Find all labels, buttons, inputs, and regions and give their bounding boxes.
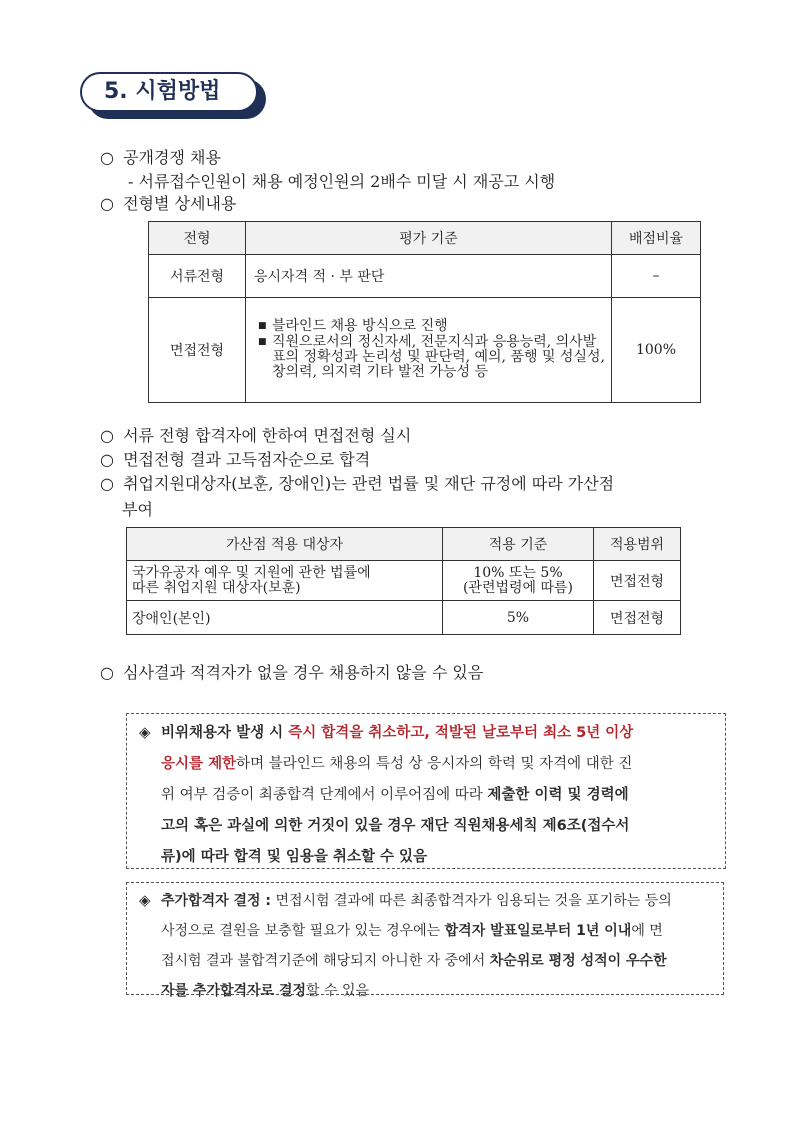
bullet-text: 면접전형 결과 고득점자순으로 합격 [123, 450, 371, 469]
list-item: ■ 블라인드 채용 방식으로 진행 [272, 319, 605, 334]
bullet-text: 취업지원대상자(보훈, 장애인)는 관련 법률 및 재단 규정에 따라 가산점 [123, 474, 615, 493]
circle-bullet-icon: ○ [100, 450, 114, 469]
header-criteria: 적용 기준 [443, 528, 594, 561]
bullet-pass-by-score [100, 449, 370, 471]
header-criteria: 평가 기준 [246, 222, 612, 255]
diamond-bullet-icon: ◈ [139, 723, 151, 741]
bullet-no-qualified [100, 662, 483, 684]
list-item: ■ 직원으로서의 정신자세, 전문지식과 응용능력, 의사발표의 정확성과 논리성 및 판단력, 예의, 품행 및 성실성, 창의력, 의지력 기타 발전 가능성 등 [272, 335, 605, 380]
notice-line: 류)에 따라 합격 및 임용을 취소할 수 있음 [161, 849, 428, 865]
notice-text: 접시험 결과 불합격기준에 해당되지 아니한 자 중에서 [161, 953, 490, 969]
section-heading [80, 72, 258, 112]
header-stage: 전형 [149, 222, 246, 255]
bullet-bonus-points-cont: 부여 [122, 500, 153, 519]
cell-target-line: 따른 취업지원 대상자(보훈) [132, 579, 301, 596]
notice-text: 면접시험 결과에 따른 최종합격자가 임용되는 것을 포기하는 등의 [271, 893, 672, 909]
notice-bold: 제출한 이력 및 경력에 [487, 787, 629, 803]
bullet-interview-eligibility [100, 425, 411, 447]
cell-criteria-line: (관련법령에 따름) [462, 579, 574, 596]
cell-criteria: 응시자격 적 · 부 판단 [246, 255, 612, 298]
notice-text: 하며 블라인드 채용의 특성 상 응시자의 학력 및 자격에 대한 진 [236, 756, 633, 772]
bullet-bonus-points [100, 473, 614, 495]
notice-text: 할 수 있음 [306, 983, 369, 999]
cell-scope: 면접전형 [594, 601, 681, 635]
table-header-row [149, 222, 701, 255]
notice-bold: 자를 추가합격자로 결정 [161, 983, 306, 999]
notice-line: 고의 혹은 과실에 의한 거짓이 있을 경우 재단 직원채용세칙 제6조(접수서 [161, 818, 630, 834]
cell-ratio: 100% [612, 298, 701, 403]
criteria-list [254, 319, 605, 380]
notice-text: 위 여부 검증이 최종합격 단계에서 이루어짐에 따라 [161, 787, 488, 803]
notice-misconduct [126, 713, 726, 869]
circle-bullet-icon: ○ [100, 474, 114, 493]
notice-highlight: 응시를 제한 [161, 756, 237, 772]
circle-bullet-icon: ○ [100, 426, 114, 445]
notice-bold: 차순위로 평정 성적이 우수한 [489, 953, 667, 969]
bullet-stage-details [100, 193, 236, 215]
bullet-text: 공개경쟁 채용 [123, 148, 221, 167]
notice-line [139, 780, 709, 811]
table-row [127, 561, 681, 601]
bullet-text: 심사결과 적격자가 없을 경우 채용하지 않을 수 있음 [123, 663, 484, 682]
header-scope: 적용범위 [594, 528, 681, 561]
sub-bullet-repost: - 서류접수인원이 채용 예정인원의 2배수 미달 시 재공고 시행 [128, 172, 556, 191]
section-title: 5. 시험방법 [80, 72, 258, 112]
notice-text: 에 면 [631, 923, 663, 939]
cell-target: 장애인(본인) [127, 601, 443, 635]
cell-criteria-line: 10% 또는 5% [473, 564, 563, 581]
circle-bullet-icon: ○ [100, 194, 114, 213]
table-row [149, 255, 701, 298]
bullet-text: 전형별 상세내용 [123, 194, 237, 213]
header-ratio: 배점비율 [612, 222, 701, 255]
cell-stage: 서류전형 [149, 255, 246, 298]
table-header-row [127, 528, 681, 561]
cell-criteria: 5% [443, 601, 594, 635]
circle-bullet-icon: ○ [100, 663, 114, 682]
diamond-bullet-icon: ◈ [139, 891, 151, 909]
notice-line [139, 885, 709, 916]
cell-target-line: 국가유공자 예우 및 지원에 관한 법률에 [132, 564, 371, 581]
notice-text: 사정으로 결원을 보충할 필요가 있는 경우에는 [161, 923, 445, 939]
cell-target [127, 561, 443, 601]
notice-bold: 추가합격자 결정 : [161, 893, 272, 909]
notice-line [139, 717, 709, 749]
notice-line [139, 916, 709, 946]
notice-line [139, 946, 709, 976]
table-row [127, 601, 681, 635]
notice-line [139, 976, 709, 1006]
bullet-text: 서류 전형 합격자에 한하여 면접전형 실시 [123, 426, 412, 445]
cell-scope: 면접전형 [594, 561, 681, 601]
notice-bold: 합격자 발표일로부터 1년 이내 [444, 923, 632, 939]
cell-stage: 면접전형 [149, 298, 246, 403]
notice-text: 비위채용자 발생 시 [161, 725, 289, 741]
cell-criteria [246, 298, 612, 403]
bonus-table [126, 527, 681, 635]
table-row [149, 298, 701, 403]
header-target: 가산점 적용 대상자 [127, 528, 443, 561]
bullet-open-recruitment [100, 147, 221, 169]
cell-criteria [443, 561, 594, 601]
cell-ratio: – [612, 255, 701, 298]
notice-line [139, 749, 709, 780]
notice-additional-pass [126, 882, 724, 999]
stage-table [148, 221, 701, 403]
notice-highlight: 즉시 합격을 취소하고, 적발된 날로부터 최소 5년 이상 [288, 725, 634, 741]
circle-bullet-icon: ○ [100, 148, 114, 167]
